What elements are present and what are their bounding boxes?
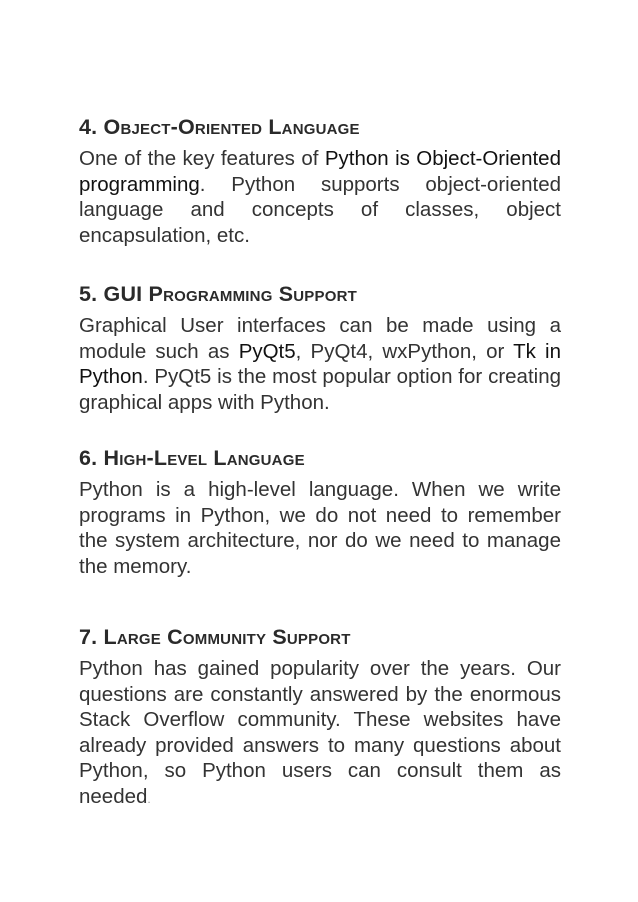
body-text: , PyQt4, wxPython, or [295, 339, 514, 363]
section-heading [79, 624, 561, 650]
body-text: Graphical User interfaces can be made using a module such as [79, 314, 561, 363]
section-body [79, 146, 561, 248]
link-tk-in-python[interactable]: Tk in Python [79, 339, 561, 389]
section-title: GUI Programming Support [103, 282, 357, 306]
trailing-period: . [147, 791, 151, 806]
section-object-oriented-language [79, 114, 561, 248]
section-number: 5. [79, 282, 98, 306]
section-title: Object-Oriented Language [103, 115, 360, 139]
body-text: . PyQt5 is the most popular option for creating graphical apps with Python. [79, 365, 561, 414]
section-gui-programming-support [79, 281, 561, 415]
section-large-community-support [79, 624, 561, 813]
body-text: Python has gained popularity over the years. Our questions are constantly answered by the enormous Stack Overflow community. These websites have already provided answers to many questions about Python, so Python users can consult them as needed [79, 657, 561, 808]
body-text: Python is a high-level language. When we write programs in Python, we do not need to remember the system architecture, nor do we need to manage the memory. [79, 478, 561, 578]
section-heading [79, 281, 561, 307]
section-body [79, 313, 561, 415]
section-title: High-Level Language [103, 446, 305, 470]
section-body [79, 477, 561, 579]
section-heading [79, 114, 561, 140]
section-number: 6. [79, 446, 98, 470]
section-title: Large Community Support [103, 625, 351, 649]
section-number: 7. [79, 625, 98, 649]
section-body [79, 656, 561, 813]
body-text: One of the key features of [79, 147, 325, 170]
link-python-oop[interactable]: Python is Object-Oriented programming [79, 147, 561, 196]
section-high-level-language [79, 445, 561, 579]
link-pyqt5[interactable]: PyQt5 [238, 339, 296, 363]
section-heading [79, 445, 561, 471]
section-number: 4. [79, 115, 98, 139]
body-text: . Python supports object-oriented language and concepts of classes, object encapsulation, etc. [79, 172, 561, 247]
